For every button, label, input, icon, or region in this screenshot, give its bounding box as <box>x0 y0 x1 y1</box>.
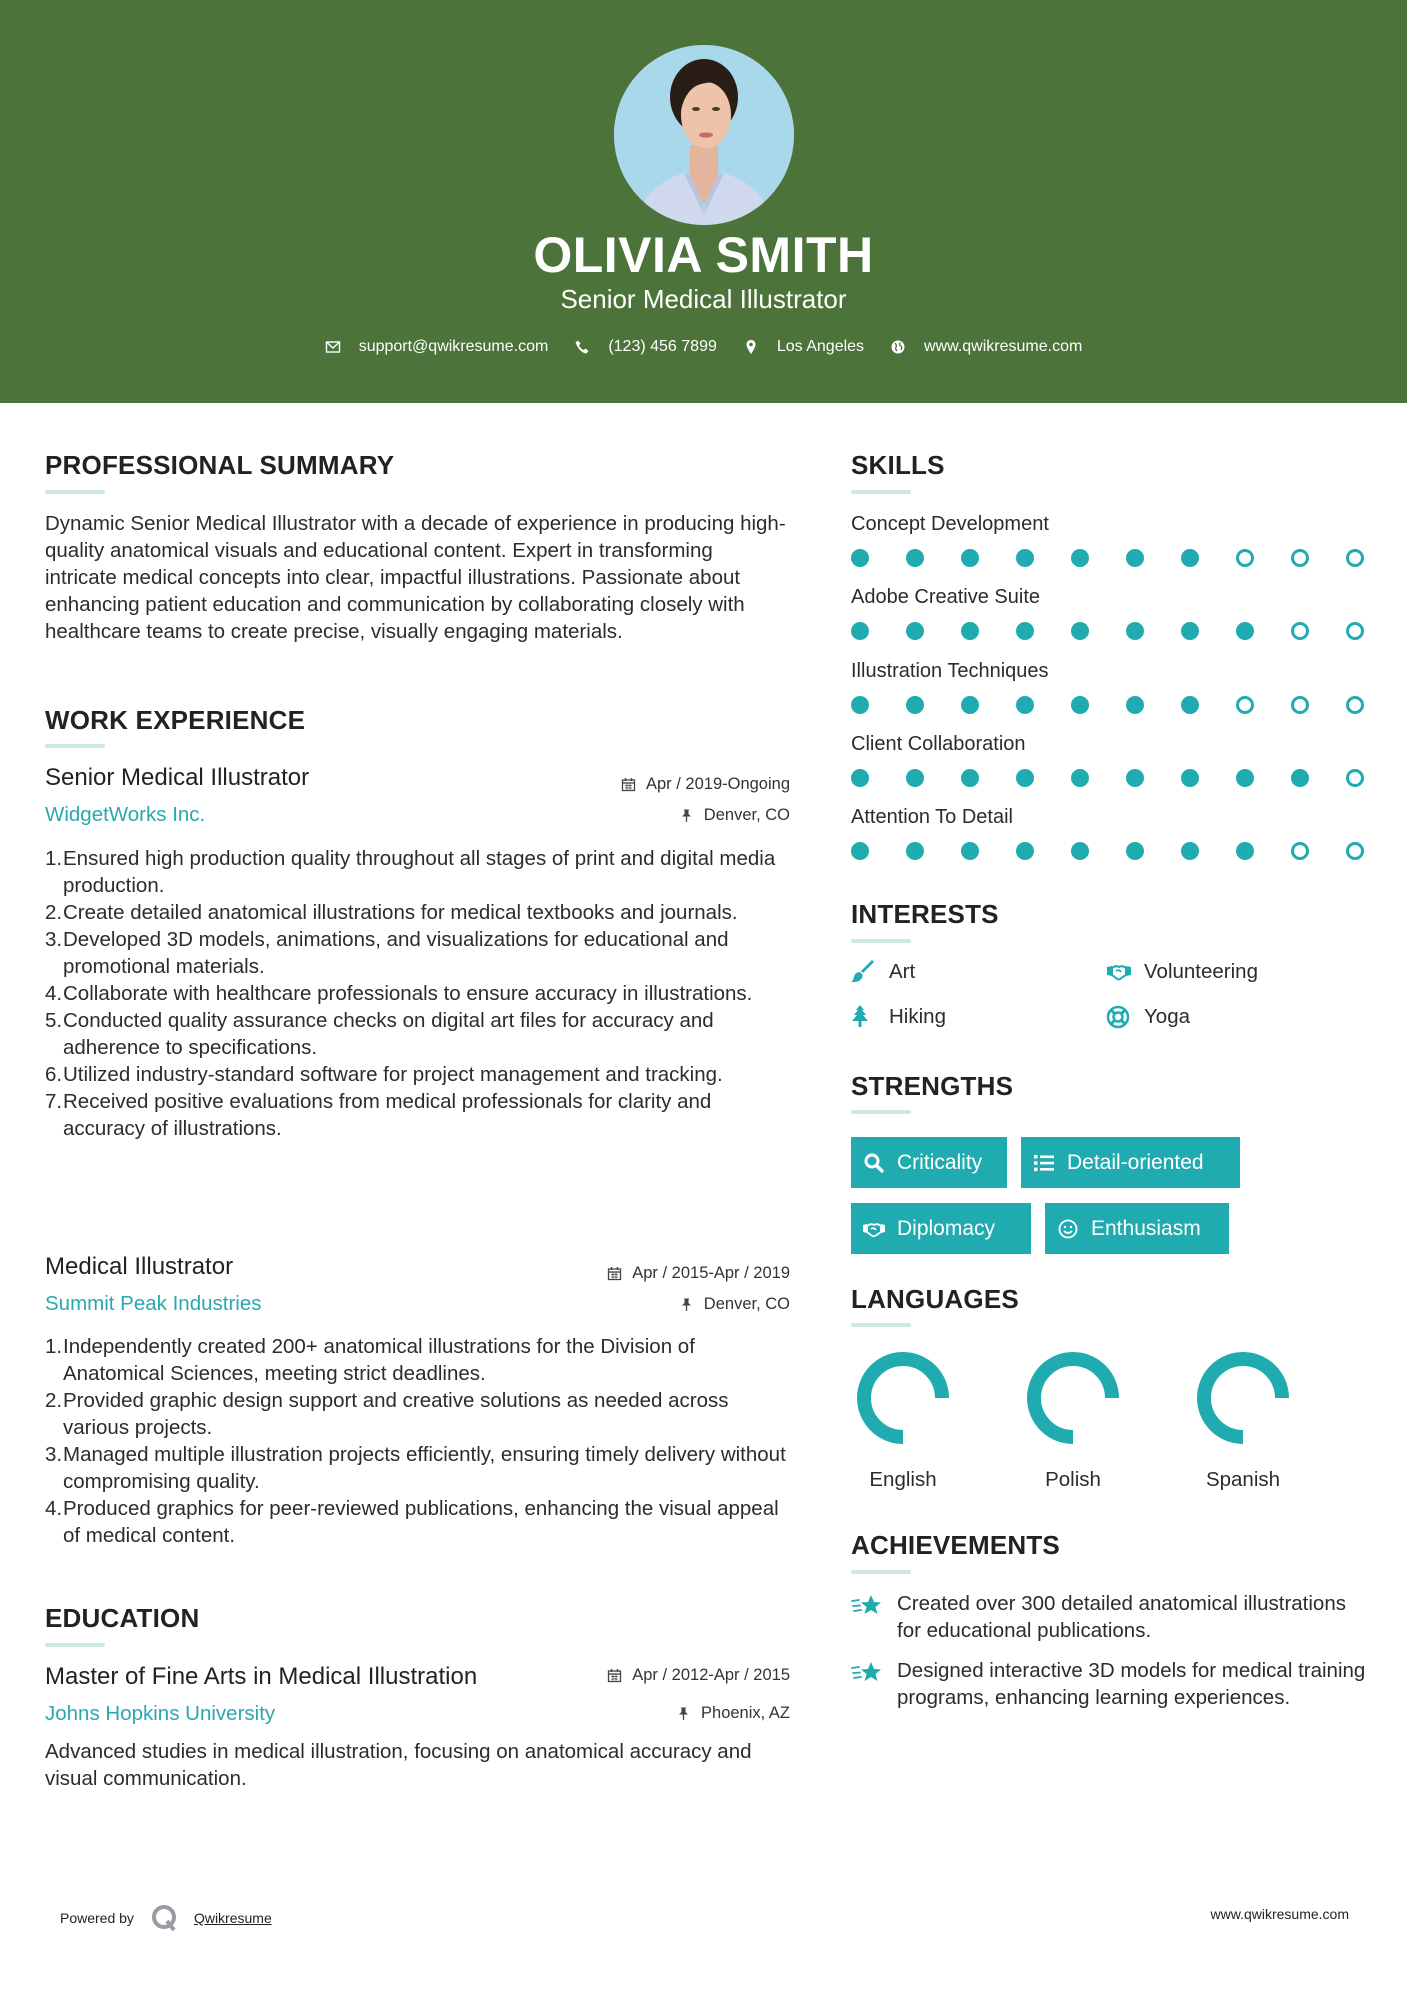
candidate-title: Senior Medical Illustrator <box>560 284 847 314</box>
map-marker-icon <box>743 339 759 355</box>
skill-dot-empty <box>1236 696 1254 714</box>
list-item: 1. Ensured high production quality throughout all stages of print and digital media production. <box>45 847 776 897</box>
interest-label: Hiking <box>889 1005 946 1028</box>
interest-label: Volunteering <box>1144 960 1258 983</box>
handshake-icon <box>863 1218 885 1240</box>
skill-dot-filled <box>1126 696 1144 714</box>
skill-dot-filled <box>961 549 979 567</box>
list-item: 7. Received positive evaluations from medical professionals for clarity and accuracy of illustrations. <box>45 1090 712 1140</box>
qwikresume-logo-icon <box>150 1903 180 1933</box>
list-item: 4. Produced graphics for peer-reviewed publications, enhancing the visual appeal of medical content. <box>45 1497 779 1547</box>
contact-email[interactable] <box>325 338 549 356</box>
strength-label: Detail-oriented <box>1067 1150 1204 1174</box>
job-title: Medical Illustrator <box>45 1253 234 1280</box>
section-heading-education: EDUCATION <box>45 1603 200 1633</box>
heading-underline <box>851 1570 911 1574</box>
skill-dot-filled <box>1181 696 1199 714</box>
heading-underline <box>851 490 911 494</box>
skill-dot-filled <box>1071 696 1089 714</box>
list-item: 5. Conducted quality assurance checks on digital art files for accuracy and adherence to specifications. <box>45 1009 714 1059</box>
skill-dot-filled <box>1181 549 1199 567</box>
contact-website[interactable] <box>890 338 1082 356</box>
contact-phone[interactable] <box>574 338 717 356</box>
heading-underline <box>45 744 105 748</box>
skill-dot-filled <box>1236 842 1254 860</box>
skill-name: Concept Development <box>851 513 1049 535</box>
candidate-name: OLIVIA SMITH <box>533 227 874 283</box>
list-item: 3. Developed 3D models, animations, and visualizations for educational and promotional materials. <box>45 928 729 978</box>
skill-dot-filled <box>906 622 924 640</box>
skill-rating <box>851 696 1401 714</box>
language-polish <box>1003 1350 1143 1492</box>
skill-dot-filled <box>906 842 924 860</box>
footer-website[interactable]: www.qwikresume.com <box>1210 1906 1349 1922</box>
skill-dot-filled <box>906 769 924 787</box>
heading-underline <box>851 1323 911 1327</box>
life-ring-icon <box>1106 1005 1132 1029</box>
job-location-text: Denver, CO <box>703 806 790 824</box>
section-heading-interests: INTERESTS <box>851 899 999 929</box>
qwikresume-link[interactable]: Qwikresume <box>193 1910 272 1926</box>
job-dates-text: Apr / 2015-Apr / 2019 <box>632 1264 790 1282</box>
section-heading-languages: LANGUAGES <box>851 1284 1019 1314</box>
skill-dot-empty <box>1291 549 1309 567</box>
skill-dot-filled <box>1181 842 1199 860</box>
education-dates <box>607 1666 790 1685</box>
paintbrush-icon <box>851 960 877 984</box>
skill-dot-filled <box>1126 622 1144 640</box>
skill-dot-filled <box>1181 769 1199 787</box>
skill-dot-empty <box>1291 842 1309 860</box>
skill-dot-filled <box>1071 549 1089 567</box>
list-item: 3. Managed multiple illustration projects efficiently, ensuring timely delivery without compromising quality. <box>45 1443 786 1493</box>
strength-label: Criticality <box>897 1150 983 1174</box>
handshake-icon <box>1106 960 1132 984</box>
skill-dot-filled <box>1071 842 1089 860</box>
contact-phone-text: (123) 456 7899 <box>608 338 717 355</box>
job-dates <box>607 1264 790 1283</box>
list-item: 1. Independently created 200+ anatomical illustrations for the Division of Anatomical Sciences, meeting strict deadlines. <box>45 1335 695 1385</box>
school-name: Johns Hopkins University <box>45 1702 276 1725</box>
skill-dot-filled <box>961 842 979 860</box>
section-heading-strengths: STRENGTHS <box>851 1071 1014 1101</box>
heading-underline <box>45 490 105 494</box>
skill-dot-filled <box>851 842 869 860</box>
strength-badge-diplomacy <box>851 1203 1031 1254</box>
contact-location <box>743 338 864 356</box>
interest-hiking <box>851 1005 946 1029</box>
heading-underline <box>851 939 911 943</box>
skill-dot-filled <box>1126 549 1144 567</box>
job-title: Senior Medical Illustrator <box>45 764 310 791</box>
contact-location-text: Los Angeles <box>776 338 865 355</box>
job-dates-text: Apr / 2019-Ongoing <box>645 775 790 793</box>
contact-bar <box>0 338 1407 356</box>
calendar-icon <box>621 777 636 792</box>
list-item: 4. Collaborate with healthcare professionals to ensure accuracy in illustrations. <box>45 982 753 1005</box>
profile-photo <box>614 45 794 225</box>
skill-dot-filled <box>1236 622 1254 640</box>
skill-dot-filled <box>906 696 924 714</box>
job-dates <box>621 775 790 794</box>
skill-rating <box>851 842 1401 860</box>
language-name: English <box>869 1468 937 1491</box>
skill-rating <box>851 622 1401 640</box>
skill-dot-empty <box>1346 769 1364 787</box>
strength-label: Enthusiasm <box>1091 1216 1201 1240</box>
section-heading-summary: PROFESSIONAL SUMMARY <box>45 450 395 480</box>
envelope-icon <box>325 339 341 355</box>
skill-dot-filled <box>1016 769 1034 787</box>
education-location <box>676 1704 790 1723</box>
education-location-text: Phoenix, AZ <box>701 1704 790 1722</box>
strength-label: Diplomacy <box>897 1216 996 1240</box>
skill-name: Client Collaboration <box>851 733 1026 755</box>
job-location-text: Denver, CO <box>703 1295 790 1313</box>
job-location <box>679 1295 790 1314</box>
skill-dot-filled <box>1071 622 1089 640</box>
resume-header <box>0 0 1407 403</box>
section-heading-skills: SKILLS <box>851 450 945 480</box>
pushpin-icon <box>676 1706 691 1721</box>
interest-yoga <box>1106 1005 1190 1029</box>
phone-icon <box>574 339 590 355</box>
list-item: 2. Provided graphic design support and creative solutions as needed across various projects. <box>45 1389 729 1439</box>
shooting-star-icon <box>851 1659 883 1687</box>
skill-name: Illustration Techniques <box>851 660 1049 682</box>
degree-title: Master of Fine Arts in Medical Illustration <box>45 1663 478 1690</box>
smile-icon <box>1057 1218 1079 1240</box>
achievement-text: Created over 300 detailed anatomical illustrations for educational publications. <box>897 1592 1346 1642</box>
pushpin-icon <box>679 1297 694 1312</box>
skill-dot-filled <box>1071 769 1089 787</box>
interest-label: Art <box>889 960 916 983</box>
skill-dot-empty <box>1236 549 1254 567</box>
skill-dot-filled <box>906 549 924 567</box>
company-name: WidgetWorks Inc. <box>45 803 206 826</box>
calendar-icon <box>607 1266 622 1281</box>
skill-dot-filled <box>1126 769 1144 787</box>
education-dates-text: Apr / 2012-Apr / 2015 <box>632 1666 790 1684</box>
skill-rating <box>851 549 1401 567</box>
search-icon <box>863 1152 885 1174</box>
list-item: 2. Create detailed anatomical illustrations for medical textbooks and journals. <box>45 901 738 924</box>
skill-dot-filled <box>851 622 869 640</box>
globe-icon <box>890 339 906 355</box>
skill-dot-empty <box>1346 549 1364 567</box>
heading-underline <box>45 1643 105 1647</box>
education-description: Advanced studies in medical illustration, focusing on anatomical accuracy and visual communication. <box>45 1740 752 1790</box>
skill-dot-filled <box>1291 769 1309 787</box>
summary-text: Dynamic Senior Medical Illustrator with a decade of experience in producing high-quality anatomical visuals and educational content. Expert in transforming intricate medical concepts into clear, impactful illustrations. Passionate about enhancing patient education and communication by collaborating closely with healthcare teams to create precise, visually engaging materials. <box>45 512 786 643</box>
skill-dot-filled <box>1181 622 1199 640</box>
heading-underline <box>851 1110 911 1114</box>
skill-rating <box>851 769 1401 787</box>
language-name: Spanish <box>1205 1468 1281 1491</box>
achievement-item <box>851 1657 1371 1711</box>
job-responsibilities <box>45 845 795 1142</box>
section-heading-experience: WORK EXPERIENCE <box>45 705 306 735</box>
company-name: Summit Peak Industries <box>45 1292 262 1315</box>
language-spanish <box>1173 1350 1313 1492</box>
language-progress-ring <box>1195 1350 1291 1446</box>
skill-dot-empty <box>1346 622 1364 640</box>
interest-label: Yoga <box>1144 1005 1190 1028</box>
skill-dot-filled <box>1016 622 1034 640</box>
pushpin-icon <box>679 808 694 823</box>
tree-icon <box>851 1005 877 1029</box>
powered-by-label: Powered by <box>60 1910 134 1926</box>
shooting-star-icon <box>851 1592 883 1620</box>
language-progress-ring <box>1025 1350 1121 1446</box>
language-english <box>833 1350 973 1492</box>
skill-dot-filled <box>1016 842 1034 860</box>
interest-volunteering <box>1106 960 1258 984</box>
skill-dot-empty <box>1346 842 1364 860</box>
skill-dot-filled <box>1126 842 1144 860</box>
skill-dot-filled <box>961 696 979 714</box>
achievement-item <box>851 1590 1371 1644</box>
strength-badge-criticality <box>851 1137 1007 1188</box>
contact-email-text: support@qwikresume.com <box>358 338 549 355</box>
skill-dot-filled <box>961 622 979 640</box>
skill-dot-empty <box>1291 622 1309 640</box>
skill-dot-filled <box>851 696 869 714</box>
skill-dot-empty <box>1291 696 1309 714</box>
interest-art <box>851 960 915 984</box>
section-heading-achievements: ACHIEVEMENTS <box>851 1530 1060 1560</box>
portrait-image <box>614 45 794 225</box>
footer-powered-by <box>60 1903 272 1933</box>
skill-name: Attention To Detail <box>851 806 1013 828</box>
skill-dot-filled <box>1236 769 1254 787</box>
contact-website-text: www.qwikresume.com <box>924 338 1083 355</box>
skill-dot-filled <box>851 769 869 787</box>
skill-dot-filled <box>961 769 979 787</box>
language-progress-ring <box>855 1350 951 1446</box>
list-item: 6. Utilized industry-standard software for project management and tracking. <box>45 1063 723 1086</box>
language-name: Polish <box>1045 1468 1101 1491</box>
achievement-text: Designed interactive 3D models for medical training programs, enhancing learning experiences. <box>897 1659 1366 1709</box>
skill-name: Adobe Creative Suite <box>851 586 1041 608</box>
strength-badge-enthusiasm <box>1045 1203 1229 1254</box>
job-location <box>679 806 790 825</box>
skill-dot-filled <box>851 549 869 567</box>
job-responsibilities <box>45 1333 795 1549</box>
strength-badge-detail-oriented <box>1021 1137 1240 1188</box>
skill-dot-filled <box>1016 696 1034 714</box>
skill-dot-empty <box>1346 696 1364 714</box>
skill-dot-filled <box>1016 549 1034 567</box>
list-icon <box>1033 1152 1055 1174</box>
calendar-icon <box>607 1668 622 1683</box>
